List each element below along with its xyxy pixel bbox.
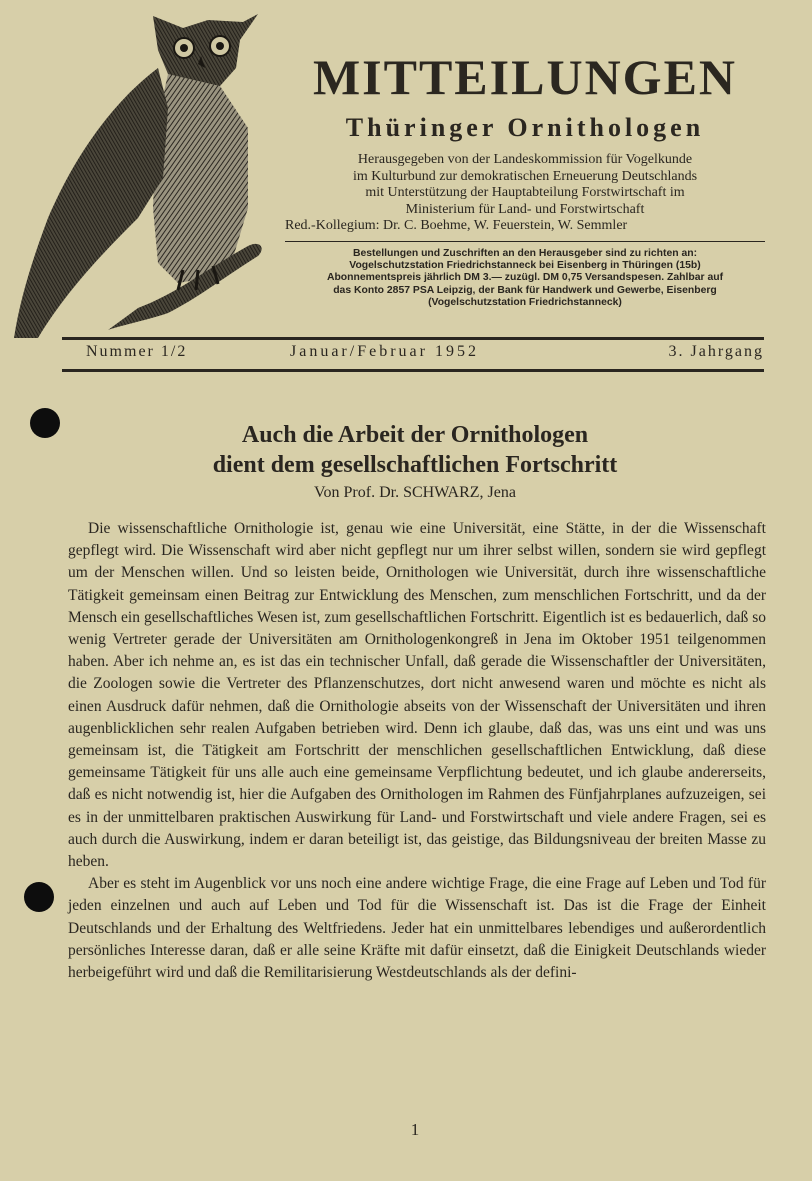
publisher-line: im Kulturbund zur demokratischen Erneuerung Deutschlands [352,168,698,184]
orders-line: Abonnementspreis jährlich DM 3.— zuzügl. DM 0,75 Versandspesen. Zahlbar auf [326,272,724,284]
page-number: 1 [410,1120,420,1139]
punch-hole [30,408,60,438]
subscription-info [285,248,765,310]
issue-volume: 3. Jahrgang [668,343,764,360]
publisher-info [285,152,765,235]
title-line: dient dem gesellschaftlichen Fortschritt [212,452,618,478]
paragraph: Aber es steht im Augenblick vor uns noch eine andere wichtige Frage, die eine Frage auf Leben und Tod für jeden einzelnen und auch auf Leben und Tod für die Wissenschaft ist. Das ist die Frage der Einheit Deutschlands und der Erhaltung des Weltfriedens. Jeder hat ein unmittelbares lebendiges und außerordentlich persönliches Interesse daran, daß er alle seine Kräfte mit dafür einsetzt, daß die Einigkeit Deutschlands wieder herbeigeführt wird und daß die Remilitarisierung Westdeutschlands als der defini- [68,875,766,982]
orders-line: (Vogelschutzstation Friedrichstanneck) [428,297,622,309]
divider [285,241,765,242]
divider [62,337,764,340]
issue-date: Januar/Februar 1952 [290,343,479,360]
article-title [100,420,730,480]
publisher-line: mit Unterstützung der Hauptabteilung Forstwirtschaft im [365,185,685,200]
journal-title: MITTEILUNGEN [312,49,738,105]
orders-line: das Konto 2857 PSA Leipzig, der Bank für Handwerk und Gewerbe, Eisenberg [333,284,717,296]
journal-subtitle: Thüringer Ornithologen [345,113,705,142]
issue-number: Nummer 1/2 [86,343,188,360]
orders-line: Vogelschutzstation Friedrichstanneck bei Eisenberg in Thüringen (15b) [349,259,701,271]
publisher-line: Herausgegeben von der Landeskommission für Vogelkunde [357,152,693,167]
punch-hole [24,882,54,912]
orders-line: Bestellungen und Zuschriften an den Herausgeber sind zu richten an: [352,247,698,259]
article-author: Von Prof. Dr. SCHWARZ, Jena [314,484,516,501]
article-body [68,518,766,984]
divider [62,369,764,372]
publisher-line: Ministerium für Land- und Forstwirtschaft [405,201,645,217]
paragraph: Die wissenschaftliche Ornithologie ist, genau wie eine Universität, eine Stätte, in der die Wissenschaft gepflegt wird. Die Wissenschaft wird aber nicht gepflegt nur um ihrer selbst willen, sondern sie wird gepflegt um der Menschen willen. Und so leisten beide, Ornithologen wie Universität, durch ihre wissenschaftliche Tätigkeit gemeinsam einen Beitrag zur Entwicklung des Menschen, zum menschlichen Fortschritt, und da der Mensch ein gesellschaftliches Wesen ist, zum gesellschaftlichen Fortschritt. Eigentlich ist es bedauerlich, daß so wenig Vertreter gerade der Universitäten am Ornithologenkongreß in Jena im Oktober 1951 teilgenommen haben. Aber ich nehme an, es ist das ein technischer Unfall, daß gerade die Wissenschaftler der Universitäten, die Zoologen sowie die Vertreter des Pflanzenschutzes, dort nicht anwesend waren und möchte es nicht als einen Ausdruck dafür nehmen, daß die Ornithologie abseits von der Wissenschaft der Universitäten und ihren augenblicklichen sehr realen Aufgaben betrieben wird. Denn ich glaube, daß das, was uns eint und was uns gemeinsam ist, die Tätigkeit am Fortschritt der menschlichen gesellschaftlichen Entwicklung, daß diese gemeinsame Tätigkeit für uns alle auch eine gemeinsame Verpflichtung bedeutet, und ich glaube andererseits, daß es nicht notwendig ist, hier die Aufgaben des Ornithologen im Rahmen des Fünfjahrplanes aufzuzeigen, sei es in der unmittelbaren praktischen Auswirkung für Land- und Forstwirtschaft und viele andere Fragen, sei es auch durch die Auswirkung, indem er daran beteiligt ist, das geistige, das Bildungsniveau der breiten Masse zu heben. [68,520,766,871]
editorial-board: Red.-Kollegium: Dr. C. Boehme, W. Feuerstein, W. Semmler [285,218,628,233]
masthead [285,48,765,310]
issue-bar [86,343,764,365]
title-line: Auch die Arbeit der Ornithologen [241,422,589,448]
owl-illustration [8,8,270,358]
